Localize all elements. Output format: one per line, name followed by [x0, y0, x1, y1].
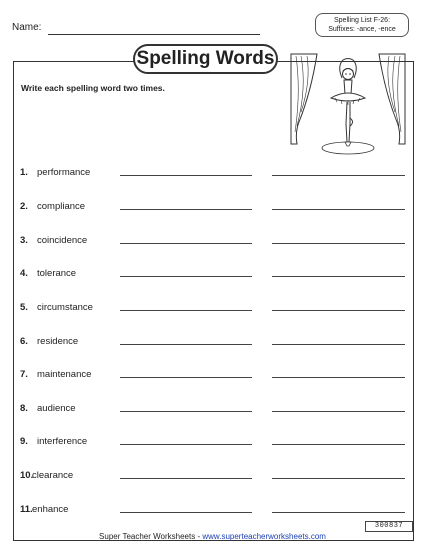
- write-line-1[interactable]: [120, 310, 252, 311]
- instructions: Write each spelling word two times.: [21, 83, 165, 93]
- write-line-2[interactable]: [272, 310, 405, 311]
- write-line-1[interactable]: [120, 344, 252, 345]
- word-row: [20, 334, 410, 350]
- worksheet-code: 300837: [365, 521, 413, 532]
- spelling-word: interference: [37, 436, 88, 447]
- word-number: 9.: [20, 436, 28, 447]
- footer-url-link[interactable]: www.superteacherworksheets.com: [202, 532, 326, 541]
- word-row: [20, 266, 410, 282]
- name-label: Name:: [12, 22, 42, 33]
- word-number: 2.: [20, 201, 28, 212]
- write-line-2[interactable]: [272, 377, 405, 378]
- word-number: 10.: [20, 470, 34, 481]
- list-title: Spelling List F-26:: [333, 17, 391, 24]
- write-line-2[interactable]: [272, 411, 405, 412]
- spelling-word: residence: [37, 336, 79, 347]
- write-line-2[interactable]: [272, 344, 405, 345]
- word-row: [20, 367, 410, 383]
- spelling-word: clearance: [32, 470, 74, 481]
- write-line-1[interactable]: [120, 377, 252, 378]
- word-row: [20, 468, 410, 484]
- word-number: 1.: [20, 167, 28, 178]
- word-number: 5.: [20, 302, 28, 313]
- spelling-word: circumstance: [37, 302, 93, 313]
- page-title: Spelling Words: [133, 44, 278, 74]
- spelling-word: coincidence: [37, 235, 88, 246]
- word-row: [20, 434, 410, 450]
- name-field[interactable]: [48, 34, 260, 35]
- footer-brand: Super Teacher Worksheets -: [99, 532, 203, 541]
- write-line-2[interactable]: [272, 175, 405, 176]
- word-row: [20, 199, 410, 215]
- spelling-word: tolerance: [37, 268, 77, 279]
- word-row: [20, 165, 410, 181]
- spelling-word: compliance: [37, 201, 86, 212]
- write-line-2[interactable]: [272, 444, 405, 445]
- word-number: 11.: [20, 504, 33, 515]
- write-line-1[interactable]: [120, 411, 252, 412]
- spelling-word: maintenance: [37, 369, 92, 380]
- write-line-2[interactable]: [272, 243, 405, 244]
- write-line-1[interactable]: [120, 512, 252, 513]
- word-number: 7.: [20, 369, 28, 380]
- word-number: 4.: [20, 268, 28, 279]
- spelling-word: audience: [37, 403, 76, 414]
- write-line-1[interactable]: [120, 478, 252, 479]
- word-row: [20, 300, 410, 316]
- spelling-list-badge: [315, 13, 409, 37]
- word-row: [20, 233, 410, 249]
- write-line-2[interactable]: [272, 276, 405, 277]
- word-row: [20, 502, 410, 518]
- write-line-2[interactable]: [272, 478, 405, 479]
- write-line-1[interactable]: [120, 444, 252, 445]
- write-line-1[interactable]: [120, 209, 252, 210]
- write-line-2[interactable]: [272, 512, 405, 513]
- name-row: [12, 22, 277, 38]
- spelling-word: enhance: [32, 504, 69, 515]
- ballerina-on-stage-icon: [287, 52, 409, 162]
- write-line-1[interactable]: [120, 276, 252, 277]
- spelling-word: performance: [37, 167, 91, 178]
- write-line-2[interactable]: [272, 209, 405, 210]
- write-line-1[interactable]: [120, 175, 252, 176]
- word-number: 3.: [20, 235, 28, 246]
- list-subtitle: Suffixes: -ance, -ence: [328, 26, 396, 33]
- word-number: 6.: [20, 336, 28, 347]
- footer: [0, 532, 425, 541]
- write-line-1[interactable]: [120, 243, 252, 244]
- word-number: 8.: [20, 403, 28, 414]
- word-row: [20, 401, 410, 417]
